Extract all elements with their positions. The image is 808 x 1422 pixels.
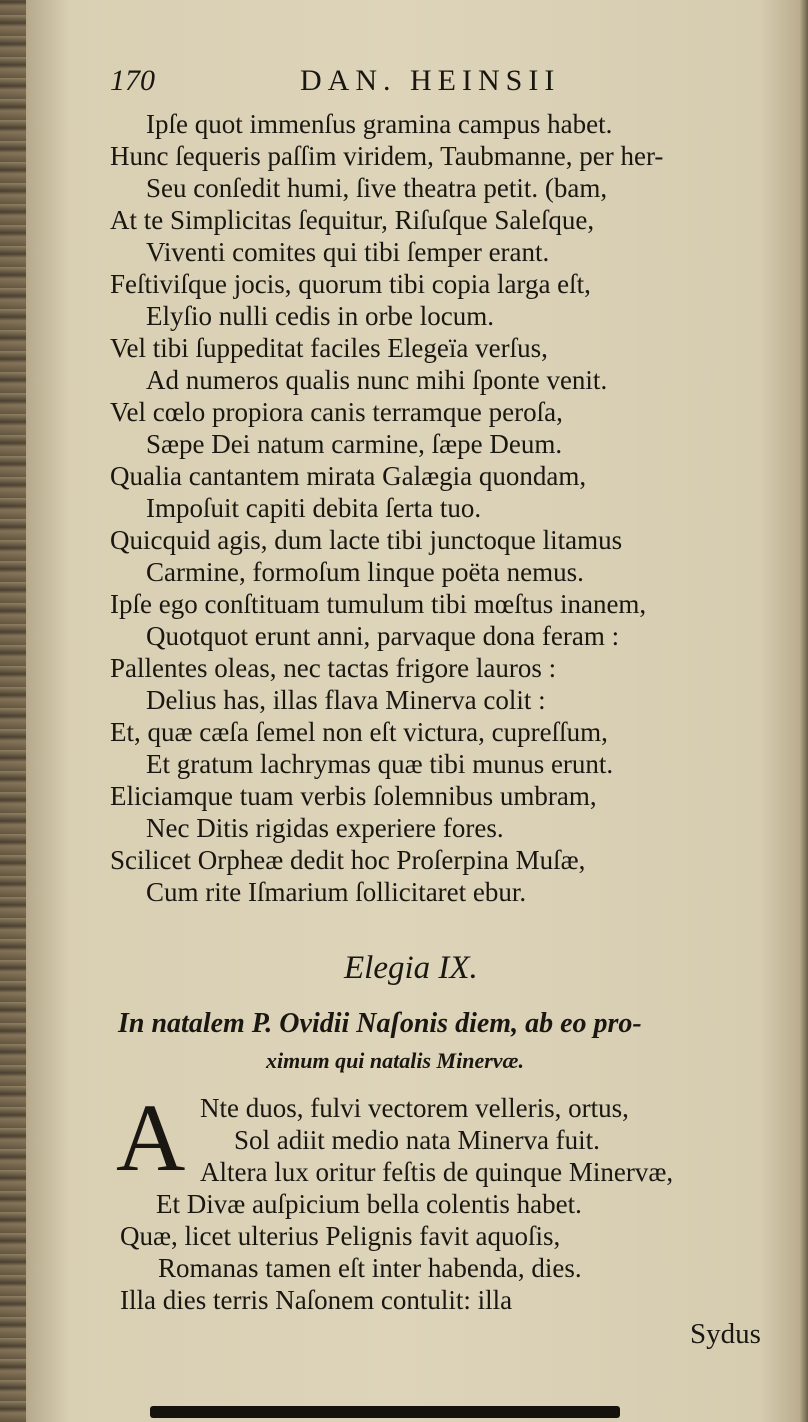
verse-line: Qualia cantantem mirata Galægia quondam, <box>110 461 587 491</box>
elegy-subtitle: In natalem P. Ovidii Naſonis diem, ab eo pro- <box>118 1008 642 1039</box>
elegy-subtitle-continued: ximum qui natalis Minervæ. <box>266 1048 524 1073</box>
verse-line: Pallentes oleas, nec tactas frigore lauros : <box>110 653 557 683</box>
verse-line: Et gratum lachrymas quæ tibi munus erunt. <box>146 749 614 779</box>
page-header <box>110 60 770 104</box>
drop-cap-initial: A <box>116 1084 186 1191</box>
verse-line: Feſtiviſque jocis, quorum tibi copia larga eſt, <box>110 269 591 299</box>
verse-line: Quæ, licet ulterius Pelignis favit aquoſis, <box>120 1221 561 1251</box>
page-number: 170 <box>110 64 155 97</box>
bottom-rule <box>150 1406 620 1418</box>
verse-line: Et Divæ auſpicium bella colentis habet. <box>156 1189 582 1219</box>
verse-line: Seu conſedit humi, ſive theatra petit. (bam, <box>146 173 608 203</box>
verse-line: Illa dies terris Naſonem contulit: illa <box>120 1285 513 1315</box>
verse-line: Sol adiit medio nata Minerva fuit. <box>234 1125 600 1155</box>
verse-line: Quicquid agis, dum lacte tibi junctoque litamus <box>110 525 623 555</box>
verse-line: Eliciamque tuam verbis ſolemnibus umbram, <box>110 781 597 811</box>
elegy-title: Elegia IX. <box>344 950 478 986</box>
verse-line: Ad numeros qualis nunc mihi ſponte venit. <box>146 365 608 395</box>
page-edge <box>800 0 808 1422</box>
verse-line: At te Simplicitas ſequitur, Riſuſque Saleſque, <box>110 205 595 235</box>
verse-line: Romanas tamen eſt inter habenda, dies. <box>158 1253 582 1283</box>
verse-line: Sæpe Dei natum carmine, ſæpe Deum. <box>146 429 563 459</box>
verse-line: Impoſuit capiti debita ſerta tuo. <box>146 493 482 523</box>
verse-line: Quotquot erunt anni, parvaque dona feram : <box>146 621 620 651</box>
verse-line: Delius has, illas flava Minerva colit : <box>146 685 546 715</box>
verse-line: Ipſe quot immenſus gramina campus habet. <box>146 109 613 139</box>
verse-line: Elyſio nulli cedis in orbe locum. <box>146 301 494 331</box>
running-title: DAN. HEINSII <box>300 64 561 97</box>
verse-line: Altera lux oritur feſtis de quinque Minervæ, <box>200 1157 674 1187</box>
binding-gutter <box>0 0 26 1422</box>
verse-line: Vel tibi ſuppeditat faciles Elegeïa verſus, <box>110 333 548 363</box>
verse-line: Hunc ſequeris paſſim viridem, Taubmanne, per her- <box>110 141 664 171</box>
verse-line: Ipſe ego conſtituam tumulum tibi mœſtus inanem, <box>110 589 647 619</box>
verse-line: Cum rite Iſmarium ſollicitaret ebur. <box>146 877 527 907</box>
verse-line: Et, quæ cæſa ſemel non eſt victura, cupreſſum, <box>110 717 608 747</box>
verse-line: Vel cœlo propiora canis terramque peroſa, <box>110 397 563 427</box>
catchword: Sydus <box>690 1318 761 1350</box>
verse-line: Carmine, formoſum linque poëta nemus. <box>146 557 584 587</box>
verse-line: Viventi comites qui tibi ſemper erant. <box>146 237 550 267</box>
verse-line: Nec Ditis rigidas experiere fores. <box>146 813 504 843</box>
verse-line: Scilicet Orpheæ dedit hoc Proſerpina Muſæ, <box>110 845 586 875</box>
verse-line: Nte duos, fulvi vectorem velleris, ortus, <box>200 1093 629 1123</box>
